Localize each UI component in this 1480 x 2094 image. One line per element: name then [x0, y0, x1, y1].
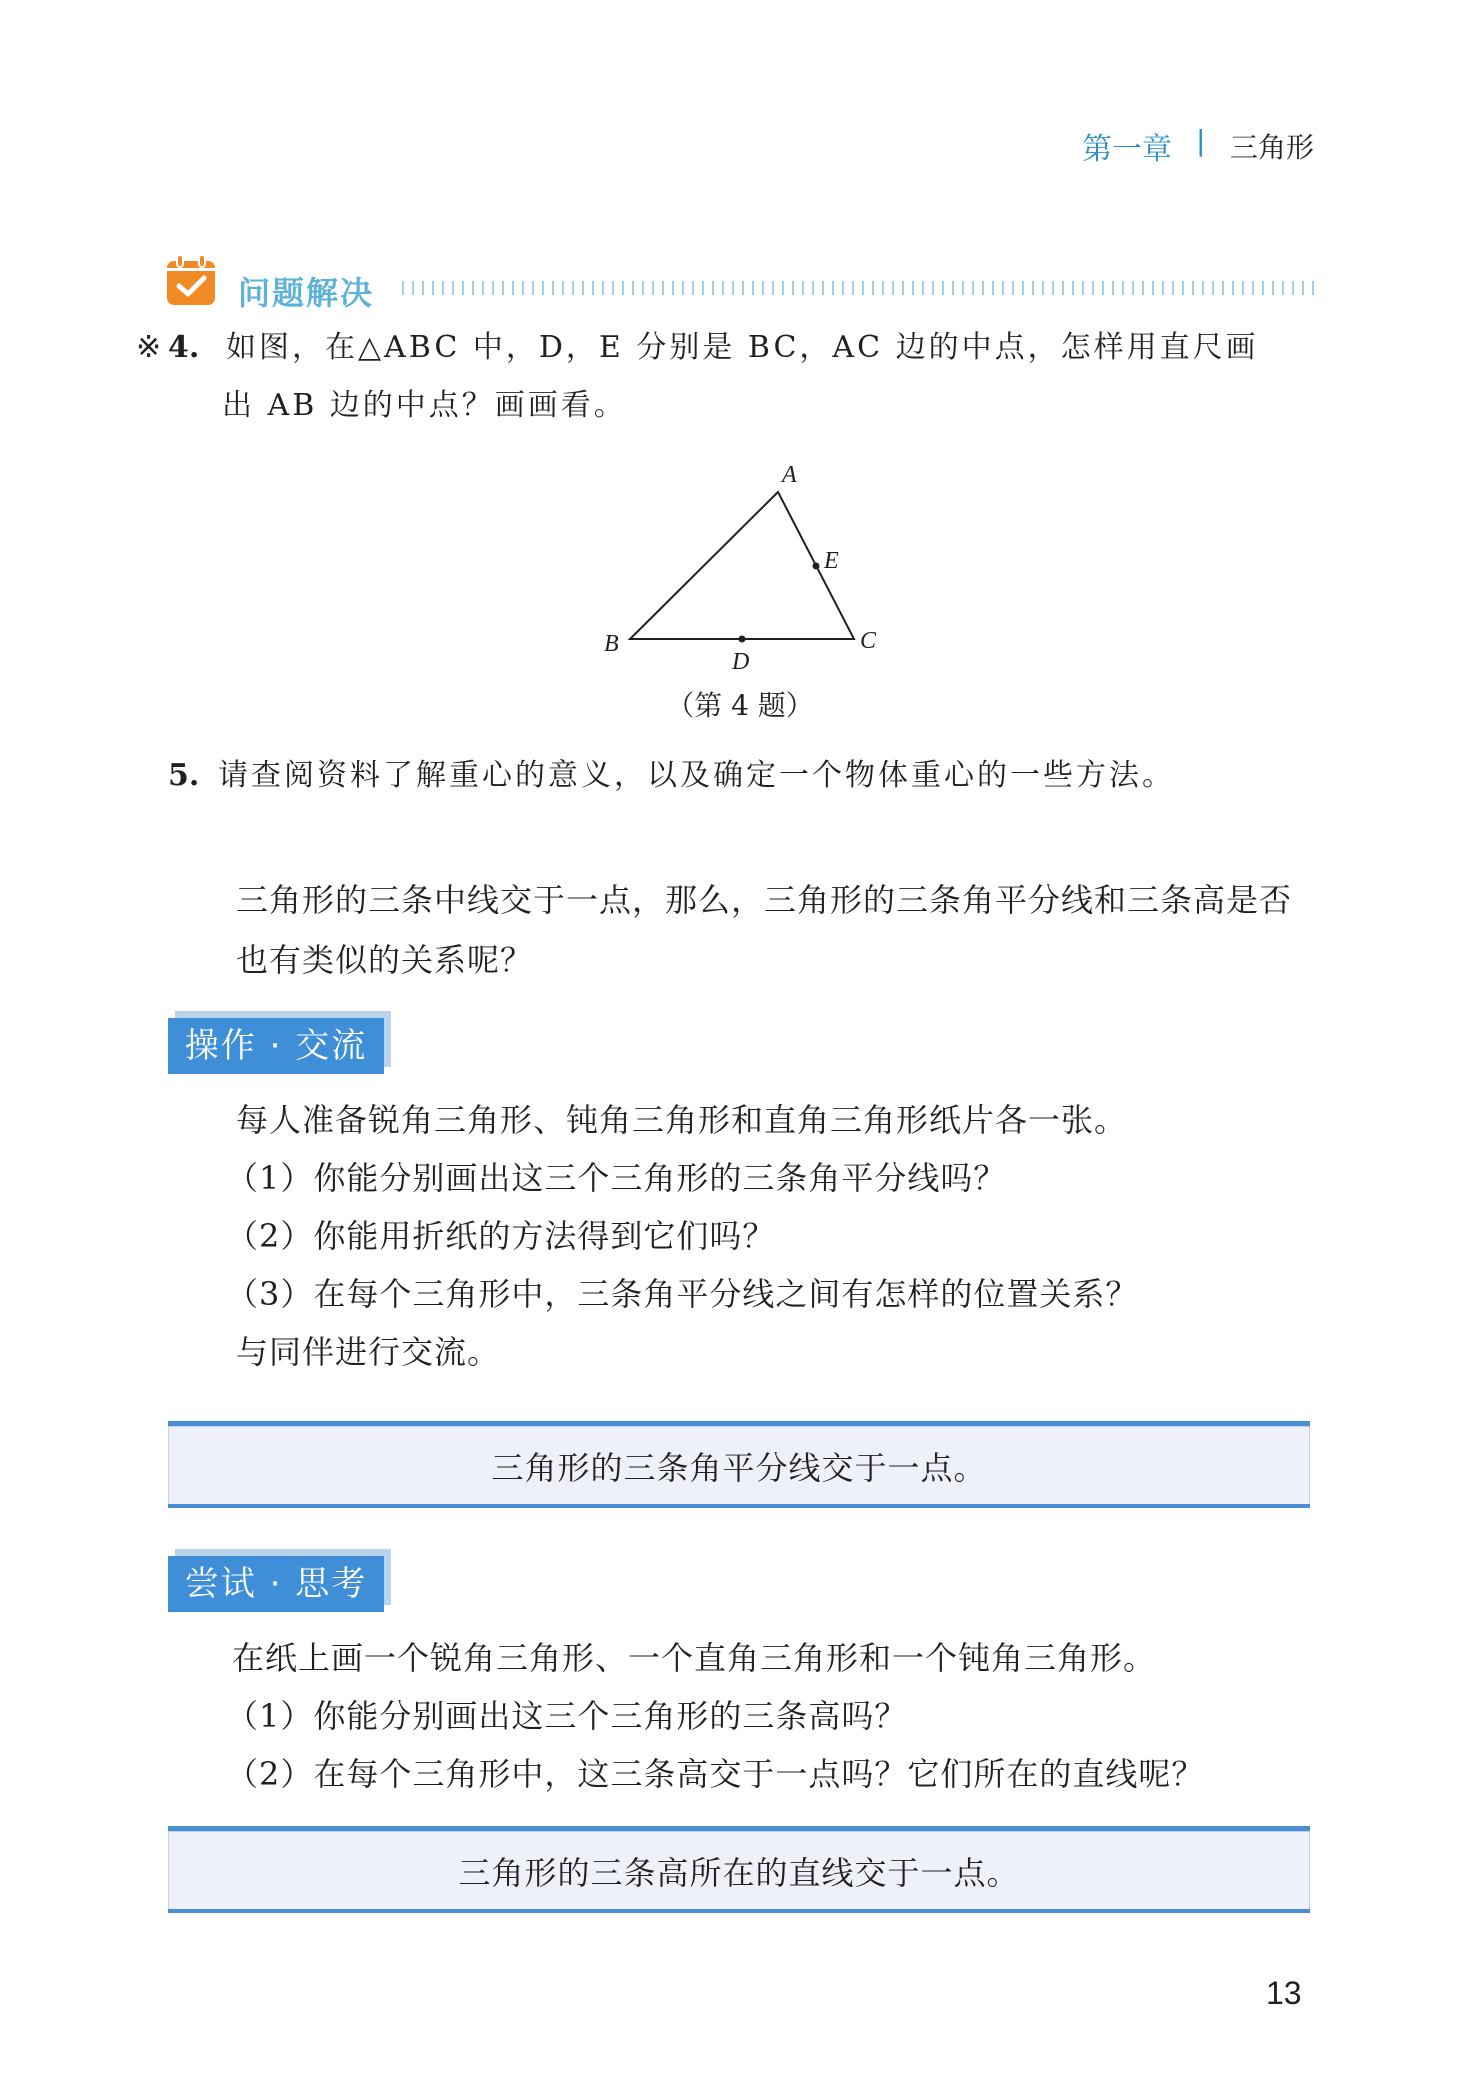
chapter-title: 三角形 [1230, 131, 1315, 164]
conclusion-1-bottom-rule [168, 1504, 1310, 1508]
activity-2-line: （1）你能分别画出这三个三角形的三条高吗？ [226, 1697, 908, 1735]
intro-paragraph [236, 870, 1316, 990]
problem-5-text: 请查阅资料了解重心的意义，以及确定一个物体重心的一些方法。 [218, 758, 1175, 793]
activity-1-line: （1）你能分别画出这三个三角形的三条角平分线吗？ [226, 1159, 1007, 1197]
label-e: E [824, 548, 839, 574]
activity-1-line: （2）你能用折纸的方法得到它们吗？ [226, 1217, 776, 1255]
conclusion-1-box [168, 1426, 1310, 1506]
activity-1-line: 与同伴进行交流。 [236, 1333, 501, 1371]
conclusion-1-text: 三角形的三条角平分线交于一点。 [491, 1449, 987, 1487]
label-a: A [782, 462, 797, 488]
point-e [813, 563, 820, 570]
triangle-figure [590, 456, 890, 680]
conclusion-2-text: 三角形的三条高所在的直线交于一点。 [458, 1854, 1020, 1892]
optional-marker: ※ [136, 330, 162, 365]
activity-1-tag: 操作 · 交流 [168, 1018, 384, 1074]
conclusion-2-bottom-rule [168, 1909, 1310, 1913]
section-title: 问题解决 [238, 274, 375, 312]
label-b: B [604, 631, 619, 657]
problem-4-line-2: 出 AB 边的中点？画画看。 [222, 388, 627, 423]
dotted-rule [402, 281, 1314, 295]
problem-5-number: 5. [168, 758, 200, 793]
header-separator: | [1196, 124, 1206, 157]
conclusion-2-box [168, 1831, 1310, 1911]
activity-2-line: （2）在每个三角形中，这三条高交于一点吗？它们所在的直线呢？ [226, 1755, 1205, 1793]
activity-1-line: （3）在每个三角形中，三条角平分线之间有怎样的位置关系？ [226, 1275, 1139, 1313]
figure-caption: （第 4 题） [666, 689, 814, 722]
triangle-abc [630, 492, 854, 639]
intro-text: 三角形的三条中线交于一点，那么，三角形的三条角平分线和三条高是否也有类似的关系呢？ [236, 881, 1293, 979]
problem-4-number: 4. [168, 330, 200, 365]
calendar-check-icon [166, 254, 216, 306]
point-d [739, 636, 746, 643]
activity-1-line: 每人准备锐角三角形、钝角三角形和直角三角形纸片各一张。 [236, 1101, 1128, 1139]
label-d: D [732, 649, 750, 675]
chapter-label: 第一章 [1082, 132, 1172, 167]
page-number: 13 [1266, 1975, 1302, 2011]
activity-2-line: 在纸上画一个锐角三角形、一个直角三角形和一个钝角三角形。 [232, 1639, 1157, 1677]
activity-2-tag: 尝试 · 思考 [168, 1556, 384, 1612]
label-c: C [860, 628, 877, 654]
problem-4-line-1: 如图，在△ABC 中，D，E 分别是 BC，AC 边的中点，怎样用直尺画 [226, 330, 1259, 365]
